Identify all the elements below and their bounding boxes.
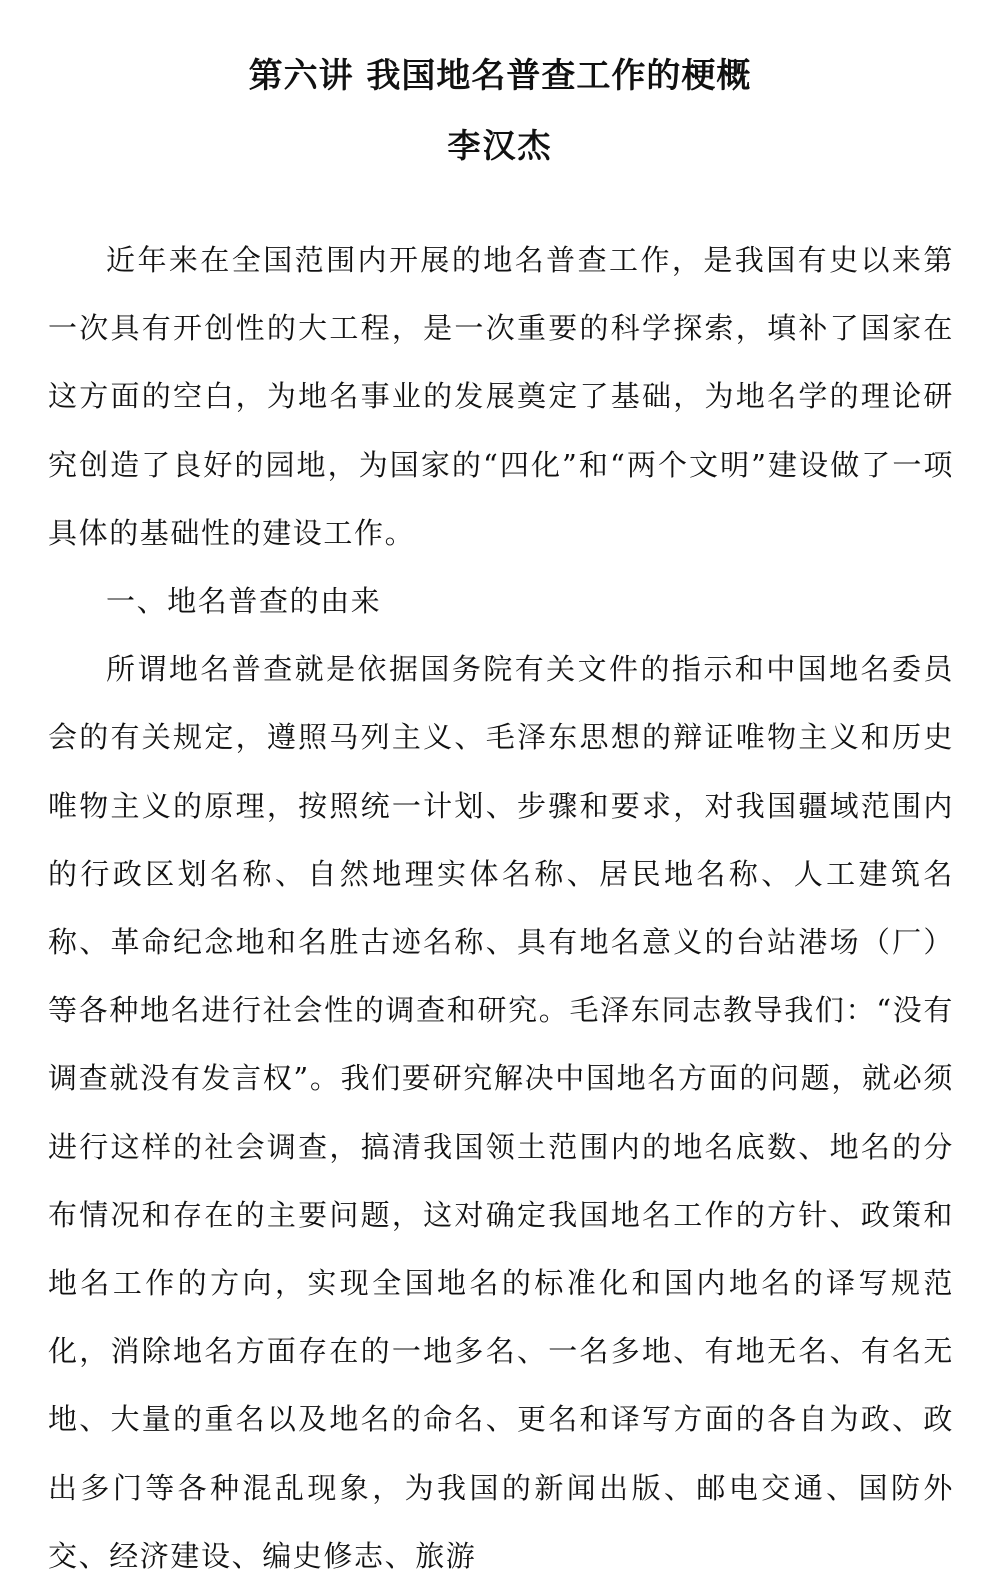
paragraph-definition: 所谓地名普查就是依据国务院有关文件的指示和中国地名委员会的有关规定，遵照马列主义、毛泽东思想的辩证唯物主义和历史唯物主义的原理，按照统一计划、步骤和要求，对我国疆域范围内的行政区划名称、自然地理实体名称、居民地名称、人工建筑名称、革命纪念地和名胜古迹名称、具有地名意义的台站港场（厂）等各种地名进行社会性的调查和研究。毛泽东同志教导我们：“没有调查就没有发言权”。我们要研究解决中国地名方面的问题，就必须进行这样的社会调查，搞清我国领土范围内的地名底数、地名的分布情况和存在的主要问题，这对确定我国地名工作的方针、政策和地名工作的方向，实现全国地名的标准化和国内地名的译写规范化，消除地名方面存在的一地多名、一名多地、有地无名、有名无地、大量的重名以及地名的命名、更名和译写方面的各自为政、政出多门等各种混乱现象，为我国的新闻出版、邮电交通、国防外交、经济建设、编史修志、旅游 xyxy=(48,652,954,1573)
paragraph-intro: 近年来在全国范围内开展的地名普查工作，是我国有史以来第一次具有开创性的大工程，是一次重要的科学探索，填补了国家在这方面的空白，为地名事业的发展奠定了基础，为地名学的理论研究创造了良好的园地，为国家的“四化”和“两个文明”建设做了一项具体的基础性的建设工作。 xyxy=(48,243,954,550)
document-author: 李汉杰 xyxy=(447,126,553,165)
document-title: 第六讲 我国地名普查工作的梗概 xyxy=(248,56,752,96)
section-heading: 一、地名普查的由来 xyxy=(106,584,382,619)
document-body xyxy=(48,226,954,1590)
